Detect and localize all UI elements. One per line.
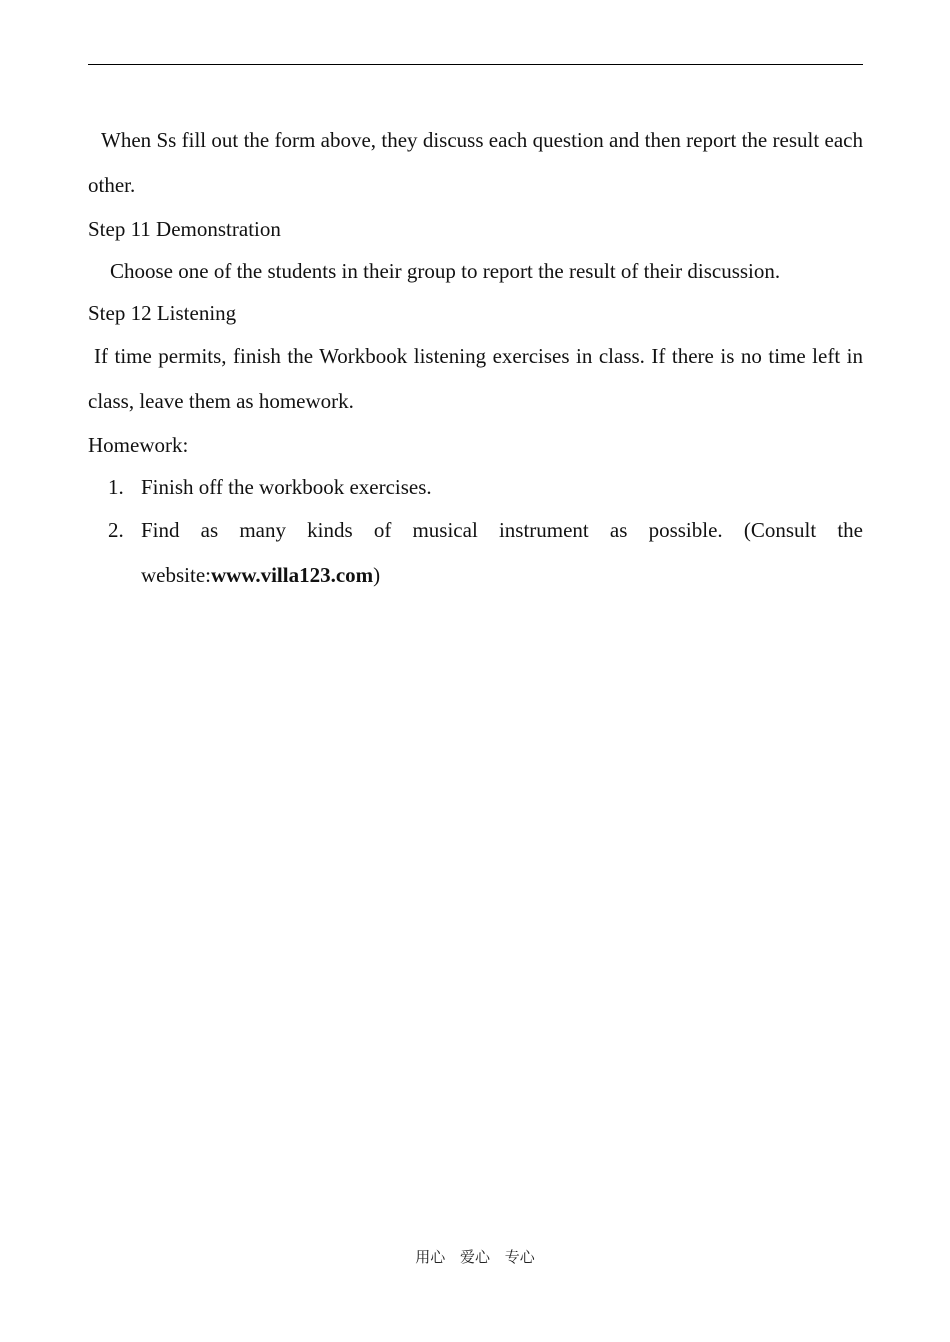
- paragraph-form-discussion: When Ss fill out the form above, they discuss each question and then report the result each other.: [88, 128, 863, 197]
- document-body: [88, 118, 863, 598]
- step-11-text: Choose one of the students in their group to report the result of their discussion.: [110, 259, 781, 283]
- list-item: [88, 508, 863, 598]
- list-item: [88, 466, 863, 508]
- homework-heading: Homework:: [88, 433, 189, 457]
- list-item-text: Finish off the workbook exercises.: [141, 475, 432, 499]
- page-footer: 用心 爱心 专心: [415, 1248, 535, 1266]
- homework-list: [88, 466, 863, 598]
- website-link[interactable]: www.villa123.com: [210, 563, 374, 587]
- list-item-text: Find as many kinds of musical instrument as possible. (Consult the website:: [141, 518, 863, 587]
- list-item-text-end: ): [373, 563, 381, 587]
- step-12-heading: Step 12 Listening: [88, 301, 237, 325]
- step-12-text: If time permits, finish the Workbook listening exercises in class. If there is no time left in class, leave them as homework.: [88, 344, 863, 413]
- step-11-heading: Step 11 Demonstration: [88, 217, 281, 241]
- list-item-number: 1.: [108, 475, 124, 499]
- header-rule: [88, 64, 863, 65]
- list-item-number: 2.: [108, 518, 124, 542]
